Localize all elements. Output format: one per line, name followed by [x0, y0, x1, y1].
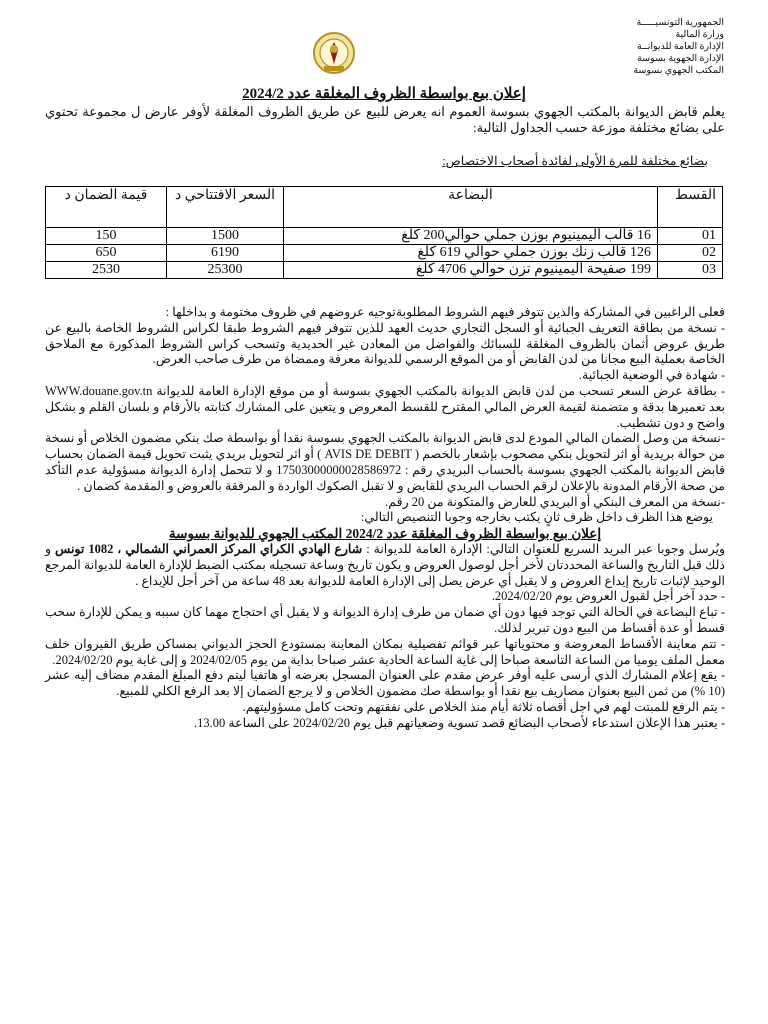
body-paragraph — [45, 542, 725, 589]
body-paragraph: - تتم معاينة الأقساط المعروضة و محتوياتها عبر قوائم تفصيلية بمكان المعاينة بمستودع الحجز الديواني بمساكن طريق القيروان خلف معمل الملف يوميا من الساعة التاسعة صباحا إلى غاية الساعة الحادية عشر صباحا بداية من يوم 2024/02/05 و إلى غاية يوم 2024/02/20. — [45, 636, 725, 667]
body-paragraph: -نسخة من المعرف البنكي أو البريدي للعارض والمتكونة من 20 رقم. — [385, 494, 725, 509]
cell-lot: 03 — [658, 262, 723, 279]
body-text: و ذلك قبل التاريخ والساعة المحددتان لأخر أجل لوصول العروض و يكون تاريخ وساعة تسجيله بمكتب الضبط للإدارة العامة للديوانة المرجع الوحيد لإثبات تاريخ إيداع العروض و لا يقبل أي عرض يصل إلى الإدارة العامة للديوانة بعد 48 ساعة من آخر أجل للإيداع . — [45, 541, 725, 588]
cell-price: 1500 — [167, 228, 284, 245]
body-text: ويُرسل وجوبا عبر البريد السريع للعنوان التالي: الإدارة العامة للديوانة : — [366, 541, 726, 556]
body-paragraph — [45, 384, 725, 431]
announcement-title: إعلان بيع بواسطة الظروف المغلقة عدد 2024/2 — [242, 86, 526, 102]
column-header-lot: القسط — [658, 187, 723, 228]
body-paragraph: - حدد آخر أجل لقبول العروض يوم 2024/02/20. — [491, 589, 725, 604]
body-text: أو اثر لتحويل بريدي يثبت تحويل قيمة الضمان بحساب قابض الديوانة بالمكتب الجهوي بسوسة بالحساب البريدي رقم : — [45, 447, 726, 477]
column-header-deposit: قيمة الضمان د — [46, 187, 167, 228]
header-line: الجمهورية التونسيـــــة — [636, 18, 724, 28]
table-row — [46, 228, 723, 245]
body-paragraph: - يعتبر هذا الإعلان استدعاء لأصحاب البضائع قصد تسوية وضعياتهم قبل يوم 2024/02/20 على الساعة 13.00. — [194, 715, 725, 730]
body-text: - بطاقة عرض السعر تسحب من لدن قابض الديوانة بالمكتب الجهوي بسوسة أو من موقع الإدارة العامة للديوانة — [156, 383, 725, 398]
cell-deposit: 150 — [46, 228, 167, 245]
body-paragraph: فعلى الراغبين في المشاركة والذين تتوفر فيهم الشروط المطلوبةتوجيه عروضهم في ظروف مختومة و بداخلها : — [165, 305, 725, 319]
envelope-label: إعلان بيع بواسطة الظروف المغلقة عدد 2024/2 المكتب الجهوي للديوانة بسوسة — [168, 526, 602, 542]
cell-deposit: 650 — [46, 245, 167, 262]
customs-website-link[interactable]: WWW.douane.gov.tn — [45, 383, 153, 398]
postal-address: شارع الهادي الكراي المركز العمراني الشمالي ، 1082 تونس — [55, 541, 363, 556]
header-line: المكتب الجهوي بسوسة — [633, 66, 724, 76]
header-line: وزارة المالية — [675, 30, 724, 40]
body-paragraph: - تباع البضاعة في الحالة التي توجد فيها دون أي ضمان من طرف إدارة الديوانة و لا يقبل أي احتجاج مهما كان سببه و يمكن للإدارة سحب قسط أو عدة أقساط من البيع دون تبرير لذلك. — [45, 605, 725, 635]
column-header-price: السعر الافتتاحي د — [167, 187, 284, 228]
cell-goods: 16 قالب اليمينيوم بوزن جملي حوالي200 كلغ — [284, 228, 658, 245]
cell-goods: 199 صفيحة اليمينيوم تزن حوالي 4706 كلغ — [284, 262, 658, 279]
body-text: بعد تعميرها بدقة و متضمنة لقيمة العرض المالي المقترح للقسط المعروض و يتعين على المشارك كتابته بالأرقام و بلسان القلم و بشكل واضح و دون تشطيب. — [45, 399, 725, 430]
intro-paragraph: يعلم قابض الديوانة بالمكتب الجهوي بسوسة العموم انه يعرض للبيع عن طريق الظروف المغلقة لأوفر عارض ل مجموعة تحتوي على بضائع مختلفة موزعة حسب الجداول التالية: — [45, 104, 725, 135]
table-row — [46, 245, 723, 262]
body-text: -نسخة من وصل الضمان المالي المودع لدى قابض الديوانة بالمكتب الجهوي بسوسة نقدا أو بواسطة صك بنكي مضمون الخلاص أو نسخة من حوالة بريدية أو اثر لتحويل بنكي مصحوب بإشعار بالخصم — [45, 431, 725, 462]
lots-table — [45, 186, 723, 279]
body-paragraph: - يقع إعلام المشارك الذي أرسى عليه أوفر عرض مقدم على العنوان المسجل بعرضه أو هاتفيا ليتم دفع المبلغ المقدم مضاف إليه عشر (10 %) من ثمن البيع بعنوان مصاريف بيع نقدا أو بواسطة صك مضمون الخلاص و لا يرجع الضمان إلا بعد الرفع الكلي للمبيع. — [45, 668, 725, 699]
header-line: الإدارة العامة للديوانــة — [637, 42, 724, 52]
cell-price: 6190 — [167, 245, 284, 262]
header-line: الإدارة الجهوية بسوسة — [636, 54, 724, 64]
cell-lot: 02 — [658, 245, 723, 262]
cell-price: 25300 — [167, 262, 284, 279]
cell-deposit: 2530 — [46, 262, 167, 279]
conditions-body — [45, 305, 725, 732]
avis-de-debit-text: ( AVIS DE DEBIT ) — [317, 447, 420, 462]
cell-lot: 01 — [658, 228, 723, 245]
customs-seal-icon — [312, 28, 356, 78]
table-header-row — [46, 187, 723, 228]
body-paragraph: يوضع هذا الظرف داخل ظرف ثانٍ يكتب بخارجه وجوبا التنصيص التالي: — [360, 510, 713, 525]
body-paragraph: - شهادة في الوضعية الجبائية. — [578, 368, 725, 383]
body-paragraph — [45, 431, 725, 494]
table-subheading: بضائع مختلفة للمرة الأولى لفائدة أصحاب الاختصاص: — [442, 154, 708, 168]
issuer-header — [574, 17, 724, 77]
column-header-goods: البضاعة — [284, 187, 658, 228]
body-paragraph: - نسخة من بطاقة التعريف الجبائية أو السجل التجاري حديث العهد للذين تتوفر فيهم الشروط طبقا لكراس الشروط الخاصة بالبيع عن طريق عروض أثمان بالظروف المغلقة للسبائك والفواضل من المعادن غير الحديدية وتسحب كراس الشروط المذكورة مع الملاحق الخاصة بعملية البيع مجانا من لدن القابض أو من الموقع الرسمي للديوانة معرفة وممضاة من طرف صاحب العرض. — [45, 320, 725, 367]
postal-account-number: 17503000000028586972 — [276, 462, 402, 477]
cell-goods: 126 قالب زنك بوزن جملي حوالي 619 كلغ — [284, 245, 658, 262]
table-row — [46, 262, 723, 279]
body-text: و لا تتحمل إدارة الديوانة مسؤولية عدم التأكد من صحة الأرقام المدونة بالإعلان لرقم الحساب البريدي للقابض و لا تقبل الصكوك الواردة و المرفقة بالعروض و المقدمة كضمان . — [45, 462, 725, 493]
body-paragraph: - يتم الرفع للمبتت لهم في اجل أقصاه ثلاثة أيام منذ الخلاص على نفقتهم وتحت كامل مسؤوليتهم. — [242, 699, 725, 714]
